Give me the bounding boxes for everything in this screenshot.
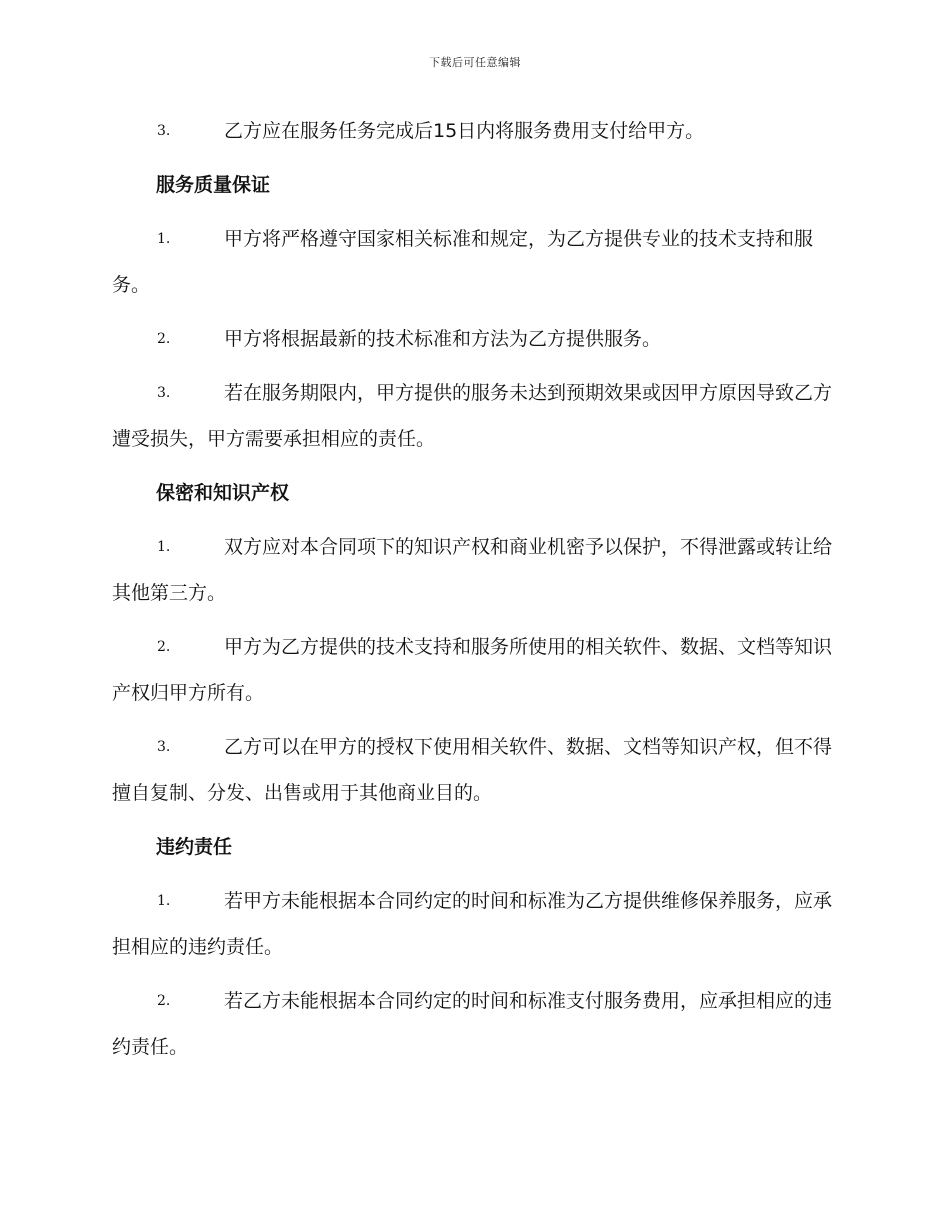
- list-item: [112, 978, 836, 1070]
- item-text: 乙方可以在甲方的授权下使用相关软件、数据、文档等知识产权，但不得擅自复制、分发、出售或用于其他商业目的。: [112, 736, 833, 804]
- item-text: 若在服务期限内，甲方提供的服务未达到预期效果或因甲方原因导致乙方遭受损失，甲方需要承担相应的责任。: [112, 382, 833, 450]
- section-heading: 违约责任: [156, 836, 233, 858]
- item-number: 2.: [157, 993, 171, 1009]
- item-number: 1.: [157, 539, 171, 555]
- item-text: 乙方应在服务任务完成后15日内将服务费用支付给甲方。: [224, 120, 705, 142]
- document-body: [112, 108, 836, 1078]
- list-item: [112, 524, 836, 616]
- item-text: 甲方将严格遵守国家相关标准和规定，为乙方提供专业的技术支持和服务。: [112, 228, 814, 296]
- item-number: 3.: [157, 385, 171, 401]
- item-text: 甲方将根据最新的技术标准和方法为乙方提供服务。: [224, 328, 662, 350]
- section-heading: 服务质量保证: [156, 174, 271, 196]
- section-heading: 保密和知识产权: [156, 482, 290, 504]
- list-item: [112, 878, 836, 970]
- list-item: [112, 624, 836, 716]
- list-item: [112, 316, 836, 362]
- item-text: 若甲方未能根据本合同约定的时间和标准为乙方提供维修保养服务，应承担相应的违约责任。: [112, 890, 833, 958]
- item-text: 甲方为乙方提供的技术支持和服务所使用的相关软件、数据、文档等知识产权归甲方所有。: [112, 636, 833, 704]
- item-number: 3.: [157, 739, 171, 755]
- item-number: 2.: [157, 331, 171, 347]
- item-number: 3.: [157, 123, 171, 139]
- item-text: 若乙方未能根据本合同约定的时间和标准支付服务费用，应承担相应的违约责任。: [112, 990, 833, 1058]
- list-item: [112, 108, 836, 154]
- item-number: 1.: [157, 231, 171, 247]
- item-number: 1.: [157, 893, 171, 909]
- list-item: [112, 216, 836, 308]
- item-text: 双方应对本合同项下的知识产权和商业机密予以保护，不得泄露或转让给其他第三方。: [112, 536, 833, 604]
- list-item: [112, 724, 836, 816]
- item-number: 2.: [157, 639, 171, 655]
- list-item: [112, 370, 836, 462]
- page-header: 下载后可任意编辑: [429, 56, 521, 69]
